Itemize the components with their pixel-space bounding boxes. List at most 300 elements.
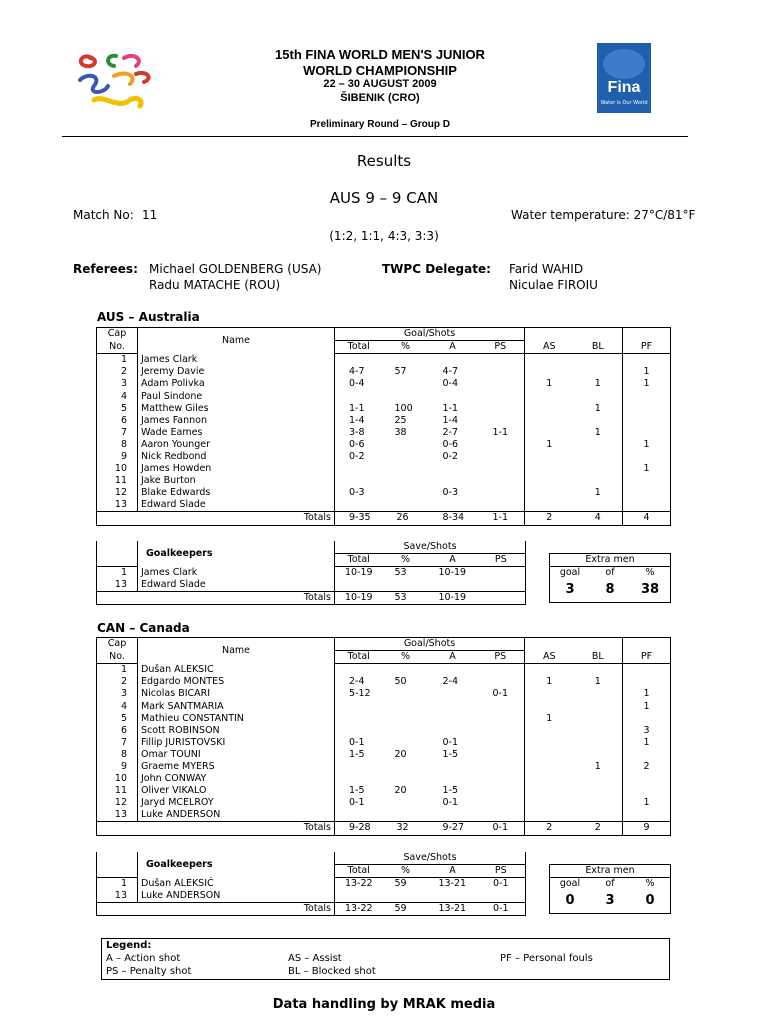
player-fouls: 1 — [623, 378, 671, 390]
player-cap-no: 11 — [97, 475, 138, 487]
player-cap-no: 12 — [97, 487, 138, 499]
goalkeeper-penalty — [477, 579, 526, 592]
player-cap-no: 8 — [97, 749, 138, 761]
player-penalty — [477, 785, 525, 797]
legend-personal-fouls: PF – Personal fouls — [500, 953, 593, 964]
page-title: Results — [356, 152, 412, 170]
header-blank — [623, 638, 671, 651]
column-header-as: AS — [525, 651, 574, 664]
player-assist — [525, 664, 574, 677]
goalkeeper-table — [96, 852, 526, 916]
player-assist — [525, 475, 574, 487]
header-blank — [525, 328, 623, 341]
player-fouls: 1 — [623, 797, 671, 809]
player-total — [335, 664, 383, 677]
goalkeeper-penalty: 0-1 — [477, 878, 526, 891]
player-penalty — [477, 676, 525, 688]
column-header-a: A — [429, 554, 477, 567]
player-pct: 50 — [394, 676, 407, 688]
player-assist — [525, 487, 574, 499]
column-header-name: Name — [138, 328, 335, 354]
player-fouls: 3 — [623, 725, 671, 737]
column-header-pf: PF — [623, 341, 671, 354]
player-row — [97, 664, 671, 677]
player-row — [97, 378, 671, 390]
player-blocked — [574, 439, 623, 451]
player-penalty: 0-1 — [477, 688, 525, 700]
player-fouls — [623, 664, 671, 677]
referee-1: Michael GOLDENBERG (USA) — [149, 262, 322, 276]
totals-penalty: 0-1 — [477, 822, 525, 835]
totals-assist: 2 — [525, 822, 574, 835]
player-stats-table — [96, 637, 671, 836]
legend-action-shot: A – Action shot — [106, 953, 181, 964]
player-row — [97, 797, 671, 809]
player-penalty — [477, 749, 525, 761]
player-total — [335, 809, 383, 822]
totals-penalty: 1-1 — [477, 512, 525, 525]
player-penalty — [477, 761, 525, 773]
player-fouls — [623, 785, 671, 797]
extra-men-pct: 0 — [645, 893, 655, 908]
legend-assist: AS – Assist — [288, 953, 342, 964]
player-action: 0-2 — [442, 450, 459, 462]
column-header-cap: Cap — [97, 638, 138, 651]
totals-assist: 2 — [525, 512, 574, 525]
player-assist — [525, 688, 574, 700]
gk-totals-pct: 53 — [383, 592, 429, 605]
header-line-1: 15th FINA WORLD MEN'S JUNIOR — [275, 47, 485, 62]
extra-men-pct-label: % — [645, 567, 655, 578]
player-pct — [383, 713, 429, 725]
extra-men-of-label: of — [605, 878, 615, 889]
player-assist: 1 — [546, 712, 553, 724]
referees-label: Referees: — [73, 262, 138, 276]
player-cap-no: 6 — [97, 725, 138, 737]
player-pct — [383, 725, 429, 737]
column-header-pct: % — [383, 651, 429, 664]
player-name: Jeremy Davie — [138, 366, 335, 378]
player-cap-no: 5 — [97, 713, 138, 725]
player-cap-no: 1 — [97, 664, 138, 677]
player-action — [429, 499, 477, 512]
fina-logo-text: Fina — [607, 79, 641, 96]
player-action — [429, 761, 477, 773]
player-assist — [525, 749, 574, 761]
player-name: John CONWAY — [138, 773, 335, 785]
extra-men-box — [549, 864, 671, 914]
column-header-a: A — [429, 865, 477, 878]
player-name: Graeme MYERS — [138, 761, 335, 773]
column-header-total: Total — [335, 554, 383, 567]
player-action — [429, 700, 477, 712]
column-header-total: Total — [335, 651, 383, 664]
player-assist — [525, 354, 574, 367]
totals-total: 9-28 — [335, 822, 383, 835]
goalkeeper-name: Luke ANDERSON — [138, 890, 335, 903]
column-header-goal-shots: Goal/Shots — [335, 328, 525, 341]
player-blocked: 1 — [574, 403, 623, 415]
player-assist — [525, 366, 574, 378]
player-action — [429, 773, 477, 785]
gk-totals-penalty: 0-1 — [477, 903, 526, 916]
column-header-goal-shots: Goal/Shots — [335, 638, 525, 651]
player-name: James Fannon — [138, 415, 335, 427]
player-total — [335, 463, 383, 475]
extra-men-goal-label: goal — [559, 878, 581, 889]
player-row — [97, 785, 671, 797]
player-name: James Clark — [138, 354, 335, 367]
player-row — [97, 749, 671, 761]
player-blocked — [574, 773, 623, 785]
player-penalty — [477, 390, 525, 402]
player-blocked — [574, 415, 623, 427]
player-cap-no: 7 — [97, 737, 138, 749]
player-total — [335, 354, 383, 367]
player-assist — [525, 427, 574, 439]
player-action: 0-3 — [442, 487, 459, 499]
player-pct: 100 — [394, 402, 413, 414]
footer: Data handling by MRAK media — [272, 997, 496, 1012]
player-cap-no: 2 — [97, 676, 138, 688]
header-divider — [62, 136, 688, 137]
player-pct — [383, 378, 429, 390]
player-assist — [525, 761, 574, 773]
player-fouls: 1 — [623, 688, 671, 700]
totals-total: 9-35 — [335, 512, 383, 525]
player-cap-no: 8 — [97, 439, 138, 451]
player-fouls — [623, 390, 671, 402]
goalkeeper-pct — [383, 579, 429, 592]
player-total: 1-5 — [349, 785, 365, 797]
player-assist: 1 — [546, 438, 553, 450]
player-pct — [383, 390, 429, 402]
player-assist — [525, 451, 574, 463]
player-pct — [383, 487, 429, 499]
player-action: 2-4 — [442, 676, 459, 688]
player-total: 4-7 — [349, 366, 365, 378]
player-penalty — [477, 415, 525, 427]
player-pct — [383, 439, 429, 451]
player-row — [97, 366, 671, 378]
extra-men-goal: 3 — [565, 582, 575, 597]
round-label: Preliminary Round – Group D — [309, 119, 451, 130]
player-total — [335, 390, 383, 402]
player-name: Luke ANDERSON — [138, 809, 335, 822]
goalkeepers-header: Goalkeepers — [138, 541, 335, 567]
goalkeeper-pct — [383, 890, 429, 903]
player-cap-no: 3 — [97, 688, 138, 700]
player-fouls: 2 — [623, 761, 671, 773]
player-pct — [383, 475, 429, 487]
player-row — [97, 676, 671, 688]
player-stats-table — [96, 327, 671, 526]
player-fouls — [623, 475, 671, 487]
totals-fouls: 4 — [623, 512, 671, 525]
player-name: Aaron Younger — [138, 439, 335, 451]
player-penalty — [477, 439, 525, 451]
player-pct — [383, 451, 429, 463]
player-row — [97, 415, 671, 427]
totals-blocked: 2 — [574, 822, 623, 835]
goalkeeper-name: Dušan ALEKSIĆ — [138, 878, 335, 891]
extra-men-of: 3 — [605, 893, 615, 908]
player-blocked — [574, 785, 623, 797]
player-fouls: 1 — [623, 366, 671, 378]
player-row — [97, 475, 671, 487]
extra-men-pct: 38 — [640, 582, 660, 597]
player-action: 0-4 — [442, 378, 459, 390]
player-action: 1-5 — [442, 748, 459, 760]
extra-men-goal-label: goal — [559, 567, 581, 578]
player-assist — [525, 415, 574, 427]
water-temperature: Water temperature: 27°C/81°F — [511, 208, 696, 222]
extra-men-box — [549, 553, 671, 603]
gk-totals-pct: 59 — [383, 903, 429, 916]
player-total: 0-1 — [349, 797, 365, 809]
player-blocked — [574, 797, 623, 809]
player-fouls — [623, 403, 671, 415]
player-blocked — [574, 366, 623, 378]
header-blank — [97, 541, 138, 554]
delegate-2: Niculae FIROIU — [509, 278, 598, 292]
player-pct — [383, 354, 429, 367]
goalkeeper-pct: 59 — [394, 878, 407, 890]
score: AUS 9 – 9 CAN — [329, 189, 439, 207]
player-name: Paul Sindone — [138, 390, 335, 402]
player-action — [429, 354, 477, 367]
player-total — [335, 700, 383, 712]
player-penalty — [477, 378, 525, 390]
player-blocked — [574, 749, 623, 761]
goalkeeper-cap-no: 1 — [97, 567, 138, 580]
player-action: 1-1 — [442, 402, 459, 414]
player-penalty — [477, 487, 525, 499]
player-cap-no: 2 — [97, 366, 138, 378]
player-cap-no: 6 — [97, 415, 138, 427]
header-line-4: ŠIBENIK (CRO) — [340, 92, 420, 104]
player-action — [429, 664, 477, 677]
player-cap-no: 10 — [97, 773, 138, 785]
player-assist — [525, 700, 574, 712]
player-assist — [525, 403, 574, 415]
totals-action: 8-34 — [429, 512, 477, 525]
player-fouls — [623, 451, 671, 463]
player-penalty: 1-1 — [477, 427, 525, 439]
player-row — [97, 773, 671, 785]
player-total: 0-2 — [349, 450, 365, 462]
player-row — [97, 700, 671, 712]
header-blank — [97, 852, 138, 865]
player-penalty — [477, 725, 525, 737]
player-cap-no: 3 — [97, 378, 138, 390]
column-header-name: Name — [138, 638, 335, 664]
header-line-2: WORLD CHAMPIONSHIP — [303, 63, 457, 78]
player-pct: 20 — [394, 748, 407, 760]
player-assist — [525, 773, 574, 785]
player-pct — [383, 499, 429, 512]
player-row — [97, 725, 671, 737]
player-blocked — [574, 725, 623, 737]
player-row — [97, 427, 671, 439]
extra-men-goal: 0 — [565, 893, 575, 908]
fina-logo — [597, 43, 651, 113]
legend-penalty-shot: PS – Penalty shot — [106, 966, 192, 977]
totals-fouls: 9 — [623, 822, 671, 835]
player-penalty — [477, 499, 525, 512]
header-blank — [97, 554, 138, 567]
player-row — [97, 499, 671, 512]
player-cap-no: 4 — [97, 700, 138, 712]
player-assist — [525, 797, 574, 809]
player-name: Edgardo MONTES — [138, 676, 335, 688]
player-action — [429, 809, 477, 822]
player-penalty — [477, 475, 525, 487]
goalkeeper-penalty — [477, 890, 526, 903]
player-fouls — [623, 773, 671, 785]
totals-blocked: 4 — [574, 512, 623, 525]
goalkeeper-penalty — [477, 567, 526, 580]
totals-pct: 26 — [383, 512, 429, 525]
player-fouls: 1 — [623, 463, 671, 475]
player-total — [335, 725, 383, 737]
player-row — [97, 737, 671, 749]
player-penalty — [477, 664, 525, 677]
player-total: 1-5 — [349, 748, 365, 760]
gk-totals-action: 13-21 — [429, 903, 477, 916]
goalkeeper-cap-no: 13 — [97, 579, 138, 592]
player-name: Blake Edwards — [138, 487, 335, 499]
gk-totals-total: 13-22 — [335, 903, 383, 916]
gk-totals-action: 10-19 — [429, 592, 477, 605]
player-fouls — [623, 487, 671, 499]
player-action: 1-4 — [442, 414, 459, 426]
player-pct: 20 — [394, 785, 407, 797]
column-header-ps: PS — [477, 651, 525, 664]
player-blocked — [574, 688, 623, 700]
header-blank — [97, 865, 138, 878]
player-name: Scott ROBINSON — [138, 725, 335, 737]
player-row — [97, 688, 671, 700]
player-action — [429, 390, 477, 402]
player-pct — [383, 463, 429, 475]
player-penalty — [477, 403, 525, 415]
totals-pct: 32 — [383, 822, 429, 835]
player-assist — [525, 737, 574, 749]
player-blocked — [574, 354, 623, 367]
player-fouls — [623, 354, 671, 367]
goalkeepers-header: Goalkeepers — [138, 852, 335, 878]
player-row — [97, 354, 671, 367]
player-fouls — [623, 415, 671, 427]
column-header-pct: % — [383, 865, 429, 878]
player-action: 0-6 — [442, 438, 459, 450]
player-action — [429, 475, 477, 487]
player-action — [429, 688, 477, 700]
player-assist — [525, 499, 574, 512]
player-cap-no: 5 — [97, 403, 138, 415]
player-total — [335, 475, 383, 487]
player-assist — [525, 463, 574, 475]
player-blocked — [574, 463, 623, 475]
player-penalty — [477, 700, 525, 712]
player-assist — [525, 785, 574, 797]
player-row — [97, 403, 671, 415]
column-header-save-shots: Save/Shots — [335, 541, 526, 554]
player-row — [97, 713, 671, 725]
player-pct — [383, 688, 429, 700]
player-penalty — [477, 366, 525, 378]
player-total — [335, 761, 383, 773]
player-cap-no: 9 — [97, 451, 138, 463]
player-name: Adam Polivka — [138, 378, 335, 390]
fina-logo-subtext: Water is Our World — [600, 100, 648, 106]
player-blocked: 1 — [574, 761, 623, 773]
totals-label: Totals — [97, 822, 335, 835]
extra-men-header: Extra men — [550, 865, 670, 878]
player-action: 1-5 — [442, 785, 459, 797]
goalkeeper-row — [97, 567, 526, 580]
player-pct: 38 — [394, 426, 407, 438]
player-penalty — [477, 809, 525, 822]
column-header-cap: Cap — [97, 328, 138, 341]
player-row — [97, 761, 671, 773]
player-name: James Howden — [138, 463, 335, 475]
totals-row — [97, 822, 671, 835]
player-blocked: 1 — [574, 378, 623, 390]
player-fouls — [623, 499, 671, 512]
goalkeeper-action — [429, 890, 477, 903]
player-row — [97, 390, 671, 402]
extra-men-header: Extra men — [550, 554, 670, 567]
goalkeeper-total — [335, 579, 383, 592]
player-assist: 1 — [546, 378, 553, 390]
goalkeeper-totals-row — [97, 592, 526, 605]
goalkeeper-action: 10-19 — [438, 567, 467, 579]
player-penalty — [477, 773, 525, 785]
player-row — [97, 487, 671, 499]
player-blocked — [574, 451, 623, 463]
player-assist: 1 — [546, 676, 553, 688]
player-cap-no: 1 — [97, 354, 138, 367]
totals-row — [97, 512, 671, 525]
column-header-bl: BL — [574, 341, 623, 354]
goalkeeper-total: 10-19 — [345, 567, 373, 579]
player-name: Dušan ALEKSIĆ — [138, 664, 335, 677]
player-name: Jake Burton — [138, 475, 335, 487]
goalkeeper-row — [97, 579, 526, 592]
player-row — [97, 809, 671, 822]
player-cap-no: 9 — [97, 761, 138, 773]
player-blocked — [574, 499, 623, 512]
column-header-ps: PS — [477, 865, 526, 878]
player-pct — [383, 797, 429, 809]
player-blocked — [574, 713, 623, 725]
column-header-total: Total — [335, 341, 383, 354]
player-total: 0-4 — [349, 378, 365, 390]
goalkeeper-name: Edward Slade — [138, 579, 335, 592]
column-header-save-shots: Save/Shots — [335, 852, 526, 865]
player-assist — [525, 725, 574, 737]
player-pct — [383, 809, 429, 822]
player-row — [97, 463, 671, 475]
player-cap-no: 4 — [97, 390, 138, 402]
player-blocked — [574, 700, 623, 712]
goalkeeper-cap-no: 1 — [97, 878, 138, 891]
player-total: 0-6 — [349, 438, 365, 450]
player-blocked: 1 — [574, 676, 623, 688]
player-cap-no: 10 — [97, 463, 138, 475]
